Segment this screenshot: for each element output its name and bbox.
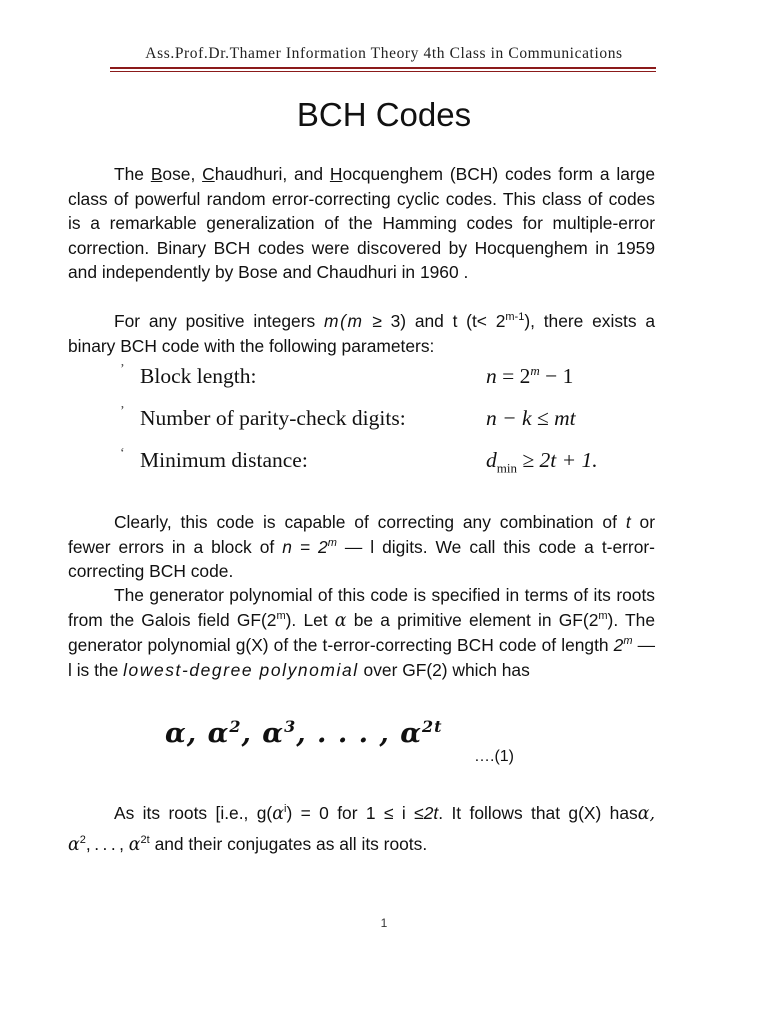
equation-number: ….(1) <box>474 748 514 765</box>
parameter-label: Number of parity-check digits: <box>140 406 406 430</box>
paragraph-generator-polynomial: The generator polynomial of this code is specified in terms of its roots from the Galois field GF(2$^m$). Let α be a primitive element in GF(2$^m$). The generator polynomial g(X) of the t-error-correcting BCH code of length 2$^m$ — l is the lowest-degree polynomial over GF(2) which has <box>68 585 655 680</box>
bullet-mark: ‘ <box>120 446 125 461</box>
header-rule-thin <box>110 71 656 72</box>
parameter-formula: $d_{min} \ge 2t + 1$. <box>486 448 598 476</box>
parameter-label: Block length: <box>140 364 257 388</box>
header-rule <box>110 67 656 69</box>
running-header: Ass.Prof.Dr.Thamer Information Theory 4th Class in Communications <box>145 45 623 62</box>
parameter-parity-check-digits <box>120 406 660 446</box>
parameter-label: Minimum distance: <box>140 448 308 472</box>
bullet-mark: ’ <box>120 404 125 419</box>
roots-equation: α, $\alpha^2$, $\alpha^3$, . . . , $\alpha^{2t}$ <box>165 717 443 749</box>
page-title: BCH Codes <box>296 96 472 133</box>
paragraph-parameters-intro: For any positive integers m(m ≥ 3) and t $(t< 2^{m-1})$, there exists a binary BCH code with the following parameters: <box>68 311 655 356</box>
parameter-formula: n − k ≤ mt <box>486 406 576 430</box>
parameter-minimum-distance <box>120 448 660 488</box>
paragraph-roots: As its roots [i.e., $g(\alpha^i) = 0$ for 1 ≤ i ≤2t. It follows that g(X) hasα, $\alpha^2$, . . . , $\alpha^{2t}$ and their conjugates as all its roots. <box>68 803 655 855</box>
page-number: 1 <box>380 916 388 930</box>
paragraph-error-correction: Clearly, this code is capable of correcting any combination of t or fewer errors in a block of $n = 2^m$ — l digits. We call this code a t-error-correcting BCH code. <box>68 512 655 582</box>
parameter-block-length <box>120 364 660 404</box>
paragraph-intro: The Bose, Chaudhuri, and Hocquenghem (BCH) codes form a large class of powerful random error-correcting cyclic codes. This class of codes is a remarkable generalization of the Hamming codes for multiple-error correction. Binary BCH codes were discovered by Hocquenghem in 1959 and independently by Bose and Chaudhuri in 1960 . <box>68 164 655 283</box>
parameter-formula: $n = 2^m - 1$ <box>486 362 574 388</box>
bullet-mark: ’ <box>120 362 125 377</box>
